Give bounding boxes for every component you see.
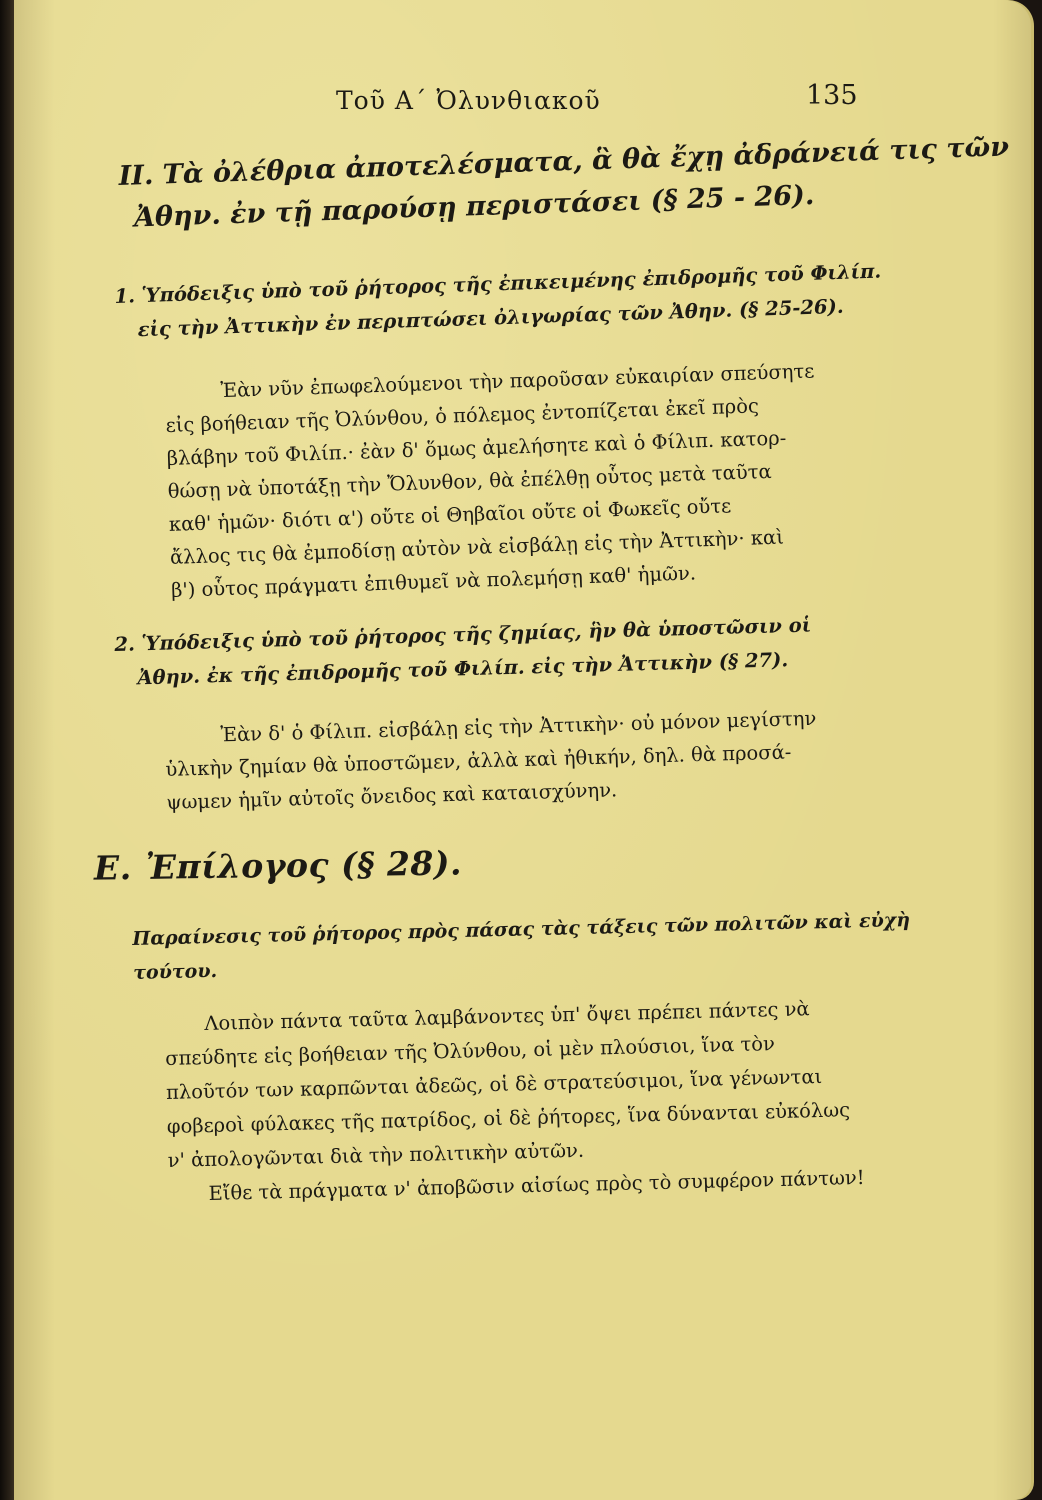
point-2-heading-line-2: Ἀθην. ἐκ τῆς ἐπιδρομῆς τοῦ Φιλίπ. εἰς τὴν Ἀττικὴν (§ 27).	[137, 648, 789, 690]
book-spine-shadow	[0, 0, 14, 1500]
paragraph-line: Ἐὰν νῦν ἐπωφελούμενοι τὴν παροῦσαν εὐκαιρίαν σπεύσητε	[220, 359, 815, 403]
point-1-paragraph	[164, 354, 821, 606]
section-ii-heading-line-2: Ἀθην. ἐν τῇ παρούσῃ περιστάσει (§ 25 - 26).	[133, 179, 815, 234]
paragraph-line: εἰς βοήθειαν τῆς Ὀλύνθου, ὁ πόλεμος ἐντοπίζεται ἐκεῖ πρὸς	[165, 394, 760, 437]
paragraph-line: καθ' ἡμῶν· διότι α') οὔτε οἱ Θηβαῖοι οὔτε οἱ Φωκεῖς οὔτε	[168, 494, 732, 536]
paragraph-line: Ἐὰν δ' ὁ Φίλιπ. εἰσβάλῃ εἰς τὴν Ἀττικὴν· οὐ μόνον μεγίστην	[220, 706, 817, 747]
point-2-heading-line-1: 2. Ὑπόδειξις ὑπὸ τοῦ ῥήτορος τῆς ζημίας, ἣν θὰ ὑποστῶσιν οἱ	[114, 613, 812, 656]
running-head: Τοῦ Α΄ Ὀλυνθιακοῦ	[336, 86, 601, 115]
exhortation-paragraph	[164, 991, 865, 1212]
paragraph-line: β') οὗτος πράγματι ἐπιθυμεῖ νὰ πολεμήσῃ καθ' ἡμῶν.	[170, 561, 697, 602]
epilogue-heading	[94, 843, 462, 887]
exhortation-heading-line-2: τούτου.	[132, 959, 218, 984]
paragraph-line: φοβεροὶ φύλακες τῆς πατρίδος, οἱ δὲ ῥήτορες, ἵνα δύνανται εὐκόλως	[166, 1098, 851, 1138]
paragraph-line: πλοῦτόν των καρπῶνται ἀδεῶς, οἱ δὲ στρατεύσιμοι, ἵνα γένωνται	[165, 1064, 823, 1104]
point-1-heading-line-2: εἰς τὴν Ἀττικὴν ἐν περιπτώσει ὀλιγωρίας τῶν Ἀθην. (§ 25-26).	[137, 294, 844, 342]
exhortation-heading-line-1: Παραίνεσις τοῦ ῥήτορος πρὸς πάσας τὰς τάξεις τῶν πολιτῶν καὶ εὐχὴ	[132, 908, 911, 950]
paragraph-line: ἄλλος τις θὰ ἐμποδίσῃ αὐτὸν νὰ εἰσβάλῃ εἰς τὴν Ἀττικὴν· καὶ	[169, 525, 785, 569]
point-2-paragraph	[164, 702, 819, 819]
paragraph-line: ν' ἀπολογῶνται διὰ τὴν πολιτικὴν αὐτῶν.	[167, 1138, 585, 1172]
point-1-heading	[114, 255, 883, 348]
exhortation-heading	[132, 903, 911, 990]
paragraph-line: θώσῃ νὰ ὑποτάξῃ τὴν Ὄλυνθον, θὰ ἐπέλθῃ οὗτος μετὰ ταῦτα	[167, 459, 772, 503]
paragraph-line: βλάβην τοῦ Φιλίπ.· ἐὰν δ' ὅμως ἀμελήσητε καὶ ὁ Φίλιπ. κατορ-	[166, 426, 787, 470]
section-ii-heading	[118, 126, 1011, 239]
epilogue-letter: Ε.	[93, 848, 132, 888]
section-ii-heading-line-1: ΙΙ. Τὰ ὀλέθρια ἀποτελέσματα, ἃ θὰ ἔχῃ ἀδράνειά τις τῶν	[118, 131, 1010, 192]
paragraph-line: Εἴθε τὰ πράγματα ν' ἀποβῶσιν αἰσίως πρὸς τὸ συμφέρον πάντων!	[208, 1165, 865, 1205]
paragraph-line: ψωμεν ἡμῖν αὐτοῖς ὄνειδος καὶ καταισχύνην.	[165, 778, 618, 814]
paragraph-line: ὑλικὴν ζημίαν θὰ ὑποστῶμεν, ἀλλὰ καὶ ἠθικήν, δηλ. θὰ προσά-	[165, 740, 792, 781]
point-1-heading-line-1: 1. Ὑπόδειξις ὑπὸ τοῦ ῥήτορος τῆς ἐπικειμένης ἐπιδρομῆς τοῦ Φιλίπ.	[114, 259, 882, 308]
page-number: 135	[806, 80, 858, 111]
point-2-heading	[114, 609, 813, 696]
book-page	[14, 0, 1034, 1500]
epilogue-title: Ἐπίλογος (§ 28).	[145, 843, 463, 887]
paragraph-line: σπεύδητε εἰς βοήθειαν τῆς Ὀλύνθου, οἱ μὲν πλούσιοι, ἵνα τὸν	[164, 1032, 776, 1070]
paragraph-line: Λοιπὸν πάντα ταῦτα λαμβάνοντες ὑπ' ὄψει πρέπει πάντες νὰ	[204, 997, 810, 1036]
